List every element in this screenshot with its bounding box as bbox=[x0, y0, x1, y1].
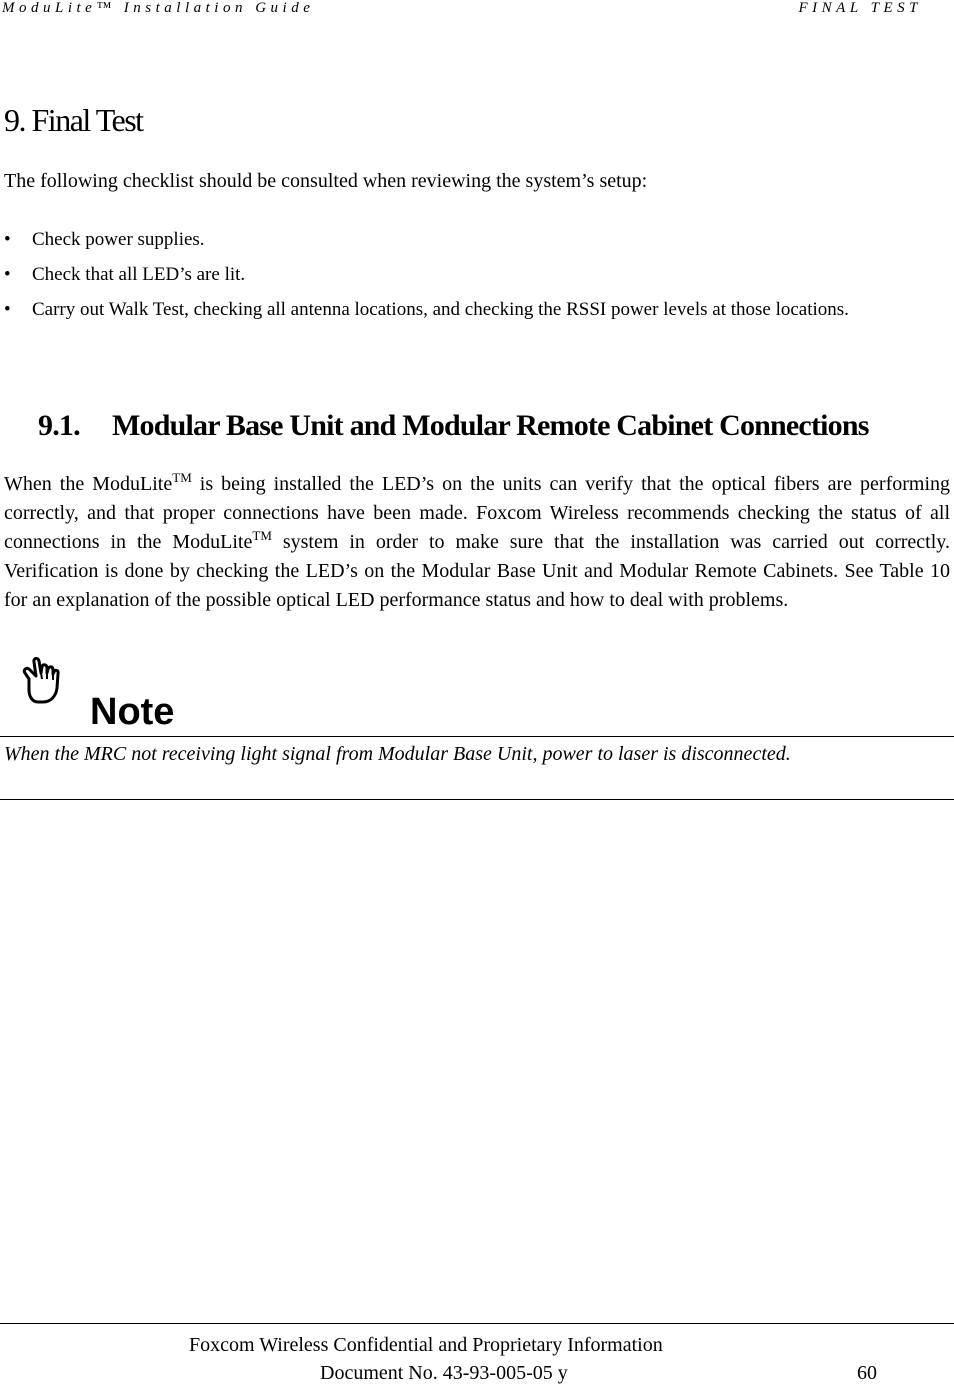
note-top-rule bbox=[0, 736, 954, 737]
intro-paragraph: The following checklist should be consulted when reviewing the system’s setup: bbox=[4, 170, 648, 192]
list-item bbox=[4, 226, 924, 254]
list-item-text: Check power supplies. bbox=[32, 229, 205, 250]
section-title-text: Modular Base Unit and Modular Remote Cabinet Connections bbox=[112, 409, 869, 442]
bullet-icon: • bbox=[4, 229, 11, 250]
note-bottom-rule bbox=[0, 799, 954, 800]
trademark-mark: TM bbox=[252, 528, 272, 543]
header-document-title: ModuLite™ Installation Guide bbox=[2, 0, 315, 16]
section-number: 9.1. bbox=[38, 409, 80, 442]
section-heading bbox=[38, 406, 869, 446]
chapter-title: 9. Final Test bbox=[4, 102, 143, 138]
paragraph-text: system in order to make sure that the installation was carried out correctly. Verification is done by checking the LED’s on the Modular Base Unit and Modular Remote Cabinets. See Table 10 for an explanation of the possible optical LED performance status and how to deal with problems. bbox=[4, 531, 950, 611]
list-item-text: Carry out Walk Test, checking all antenna locations, and checking the RSSI power levels at those locations. bbox=[32, 299, 849, 320]
header-chapter-name: FINAL TEST bbox=[798, 0, 922, 16]
section-body-paragraph bbox=[4, 470, 950, 615]
note-label: Note bbox=[90, 691, 175, 733]
bullet-icon: • bbox=[4, 299, 11, 320]
footer-rule bbox=[0, 1323, 954, 1324]
paragraph-text: When the ModuLite bbox=[4, 473, 173, 495]
paragraph-text: is being installed the LED’s on the units can verify that the optical fibers are performing correctly, and that proper connections have been made. Foxcom Wireless recommends checking the status of all connections in the ModuLite bbox=[4, 473, 951, 553]
list-item-text: Check that all LED’s are lit. bbox=[32, 264, 246, 285]
checklist bbox=[4, 226, 924, 331]
page-number: 60 bbox=[857, 1362, 877, 1384]
footer-confidentiality: Foxcom Wireless Confidential and Proprietary Information bbox=[189, 1334, 663, 1356]
note-text: When the MRC not receiving light signal from Modular Base Unit, power to laser is disconnected. bbox=[4, 743, 791, 765]
list-item bbox=[4, 296, 924, 324]
list-item bbox=[4, 261, 924, 289]
footer-document-number: Document No. 43-93-005-05 y bbox=[320, 1362, 568, 1384]
bullet-icon: • bbox=[4, 264, 11, 285]
running-header bbox=[2, 0, 922, 24]
trademark-mark: TM bbox=[172, 470, 192, 485]
pointing-hand-icon bbox=[20, 656, 66, 706]
